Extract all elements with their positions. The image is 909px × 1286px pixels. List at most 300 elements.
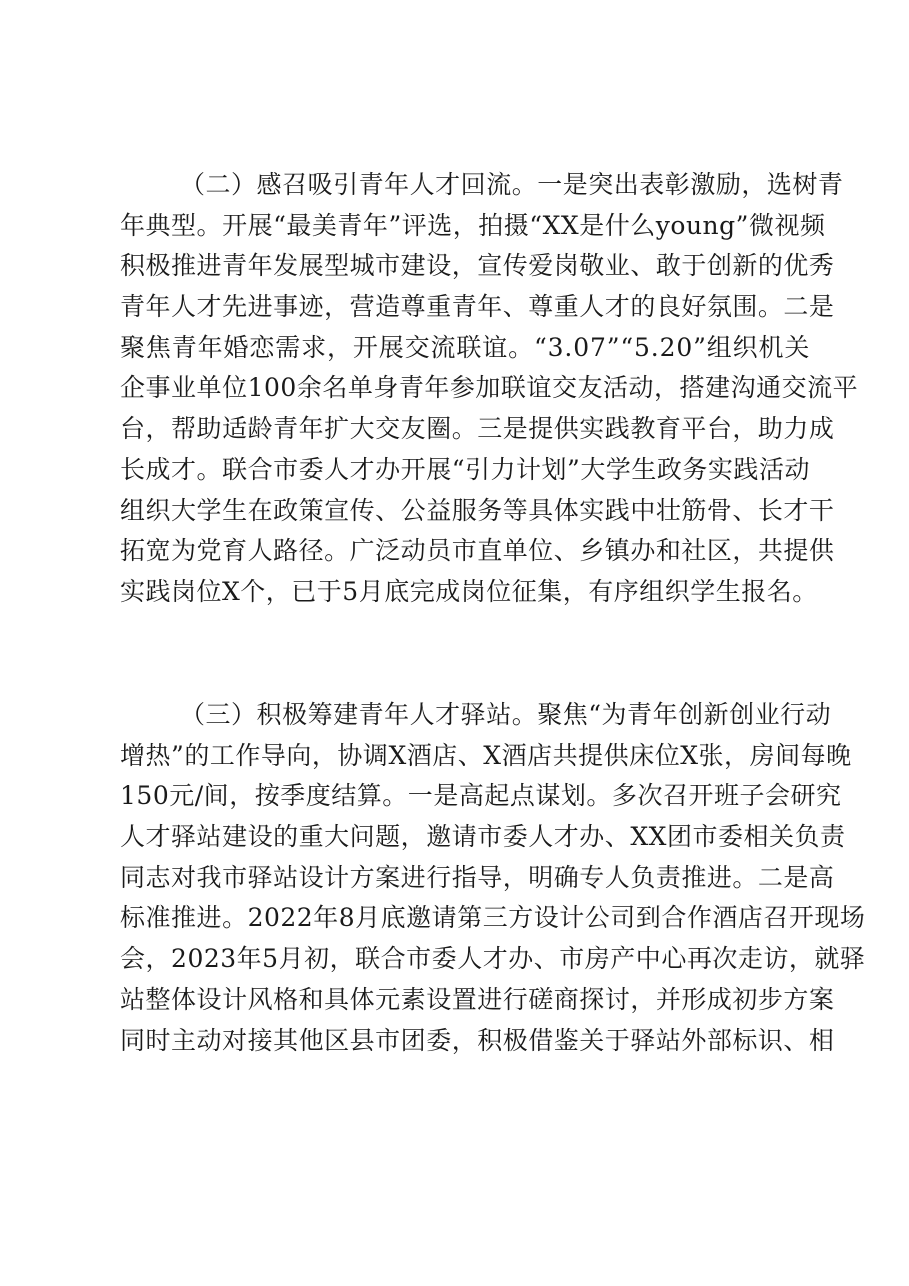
glyph: 热: [145, 740, 172, 770]
glyph: 的: [757, 251, 784, 281]
glyph: 壮: [655, 495, 682, 525]
glyph: 通: [756, 373, 782, 403]
glyph: 企: [120, 373, 146, 403]
glyph: ，: [502, 862, 529, 892]
glyph: ，: [451, 1025, 478, 1055]
glyph: 结: [331, 781, 357, 811]
glyph: 、: [604, 822, 631, 852]
glyph: 推: [681, 862, 707, 892]
glyph: 。: [511, 170, 538, 199]
glyph: 践: [604, 495, 631, 525]
glyph: 时: [145, 1025, 172, 1055]
glyph: 体: [171, 984, 197, 1014]
glyph: 年: [477, 292, 503, 322]
glyph: ，: [145, 414, 172, 444]
glyph: 划: [541, 454, 568, 484]
glyph: 标: [120, 903, 146, 933]
glyph: 元: [375, 984, 401, 1014]
glyph: 于: [681, 251, 707, 281]
glyph: 于: [604, 1025, 631, 1055]
glyph: 流: [430, 332, 457, 362]
glyph: 2: [203, 944, 221, 974]
glyph: 驿: [460, 700, 487, 729]
glyph: 织: [732, 332, 759, 362]
glyph: 业: [171, 373, 197, 403]
glyph: 才: [553, 822, 580, 852]
glyph: 主: [171, 1025, 197, 1055]
glyph: 年: [236, 944, 263, 974]
glyph: 起: [484, 781, 510, 811]
glyph: 对: [171, 862, 197, 892]
glyph: 业: [604, 251, 631, 281]
glyph: 实: [579, 414, 605, 444]
glyph: 走: [737, 944, 764, 974]
glyph: 才: [783, 495, 809, 525]
glyph: 提: [783, 536, 809, 566]
glyph: 次: [712, 944, 738, 974]
glyph: 拓: [120, 536, 146, 566]
glyph: ，: [324, 292, 350, 322]
glyph: 店: [737, 903, 764, 933]
glyph: 益: [426, 495, 452, 525]
glyph: 第: [457, 903, 483, 933]
glyph: 动: [196, 1025, 223, 1055]
glyph: 进: [477, 984, 503, 1014]
glyph: 树: [792, 170, 818, 199]
glyph: 长: [120, 454, 146, 484]
paragraph-line: [120, 858, 835, 899]
glyph: 司: [610, 903, 636, 933]
glyph: 一: [537, 170, 563, 199]
glyph: 5: [262, 944, 279, 974]
glyph: X: [648, 822, 667, 852]
glyph: 次: [637, 781, 663, 811]
glyph: ，: [400, 822, 427, 852]
glyph: ”: [693, 332, 707, 362]
glyph: 确: [553, 862, 580, 892]
glyph: 社: [681, 536, 707, 566]
glyph: y: [655, 210, 671, 240]
glyph: 季: [280, 781, 306, 811]
glyph: o: [670, 210, 686, 240]
glyph: 区: [324, 1025, 350, 1055]
glyph: 借: [528, 1025, 554, 1055]
glyph: 引: [333, 170, 359, 199]
glyph: 计: [324, 862, 350, 892]
glyph: 交: [551, 373, 578, 403]
glyph: 的: [273, 822, 299, 852]
glyph: 。: [511, 700, 538, 729]
glyph: 。: [196, 454, 223, 484]
glyph: 尊: [528, 292, 554, 322]
glyph: 计: [559, 903, 585, 933]
glyph: 人: [604, 862, 631, 892]
glyph: 是: [579, 210, 605, 240]
glyph: ”: [388, 210, 402, 240]
glyph: 爱: [528, 251, 554, 281]
glyph: 出: [613, 170, 640, 199]
glyph: 0: [263, 373, 281, 403]
glyph: 就: [814, 944, 840, 974]
glyph: 动: [400, 536, 427, 566]
glyph: 创: [678, 700, 704, 729]
paragraph-line: [120, 491, 835, 532]
glyph: 团: [400, 1025, 427, 1055]
glyph: 驿: [839, 944, 866, 974]
glyph: 频: [799, 210, 826, 240]
glyph: 委: [502, 822, 529, 852]
glyph: 场: [839, 903, 866, 933]
glyph: 型: [171, 210, 197, 240]
glyph: 拍: [478, 210, 504, 240]
glyph: 房: [584, 944, 611, 974]
glyph: 高: [458, 781, 485, 811]
glyph: 在: [247, 495, 274, 525]
glyph: 8: [338, 903, 356, 933]
glyph: 敬: [579, 251, 605, 281]
glyph: /: [194, 781, 204, 811]
glyph: 视: [774, 210, 800, 240]
glyph: 市: [375, 1025, 401, 1055]
glyph: 办: [375, 454, 401, 484]
glyph: 等: [502, 495, 529, 525]
paragraph-line: [120, 328, 810, 369]
glyph: 的: [184, 740, 210, 770]
glyph: 活: [602, 373, 629, 403]
glyph: 青: [358, 700, 385, 729]
glyph: 青: [120, 292, 146, 322]
glyph: 泛: [375, 536, 401, 566]
glyph: 岗: [553, 251, 580, 281]
glyph: 酒: [501, 740, 528, 770]
glyph: 共: [757, 536, 784, 566]
glyph: 吸: [307, 170, 334, 199]
glyph: ，: [724, 740, 750, 770]
glyph: 、: [732, 495, 758, 525]
glyph: 委: [717, 822, 744, 852]
glyph: 。: [732, 862, 758, 892]
glyph: 青: [398, 373, 425, 403]
glyph: 才: [604, 292, 631, 322]
glyph: ，: [145, 944, 172, 974]
glyph: 算: [356, 781, 383, 811]
glyph: 向: [286, 740, 312, 770]
glyph: 积: [120, 251, 146, 281]
glyph: .: [650, 332, 660, 362]
glyph: 谊: [482, 332, 508, 362]
glyph: .: [564, 332, 573, 362]
glyph: 提: [528, 414, 554, 444]
glyph: X: [680, 740, 699, 770]
glyph: 身: [373, 373, 399, 403]
glyph: 责: [820, 822, 846, 852]
paragraph-talent-return: [120, 165, 859, 613]
glyph: 设: [298, 862, 325, 892]
glyph: 联: [222, 454, 248, 484]
glyph: 、: [553, 536, 580, 566]
glyph: 激: [690, 170, 716, 199]
glyph: 点: [509, 781, 536, 811]
glyph: 好: [681, 292, 707, 322]
glyph: 氛: [706, 292, 733, 322]
glyph: 极: [282, 700, 308, 729]
glyph: 作: [235, 740, 261, 770]
glyph: 站: [486, 700, 512, 729]
glyph: 心: [661, 944, 687, 974]
glyph: 么: [630, 210, 656, 240]
glyph: 多: [611, 781, 638, 811]
glyph: ，: [327, 332, 353, 362]
glyph: 具: [324, 984, 350, 1014]
glyph: 年: [384, 170, 410, 199]
glyph: 人: [409, 700, 436, 729]
glyph: 为: [601, 700, 628, 729]
glyph: 典: [145, 210, 172, 240]
glyph: 部: [706, 1025, 733, 1055]
glyph: 开: [400, 454, 427, 484]
glyph: 磋: [528, 984, 554, 1014]
glyph: 酒: [712, 903, 738, 933]
glyph: 推: [171, 903, 197, 933]
glyph: 活: [758, 454, 785, 484]
glyph: X: [542, 210, 561, 240]
glyph: 聚: [537, 700, 563, 729]
glyph: 彰: [664, 170, 691, 199]
glyph: 格: [273, 984, 299, 1014]
glyph: 乡: [579, 536, 605, 566]
glyph: 机: [758, 332, 785, 362]
glyph: 进: [196, 903, 223, 933]
glyph: 动: [805, 700, 832, 729]
glyph: 接: [247, 1025, 274, 1055]
glyph: 关: [769, 822, 795, 852]
glyph: 宽: [145, 536, 172, 566]
glyph: 设: [426, 984, 452, 1014]
glyph: 建: [333, 700, 359, 729]
glyph: “: [588, 700, 602, 729]
glyph: 市: [375, 251, 401, 281]
glyph: 我: [196, 862, 223, 892]
glyph: 回: [460, 170, 487, 199]
paragraph-line: [120, 939, 866, 980]
glyph: 会: [765, 781, 791, 811]
glyph: 驿: [247, 862, 274, 892]
glyph: 2: [296, 903, 314, 933]
glyph: 的: [630, 292, 656, 322]
glyph: 新: [732, 251, 758, 281]
glyph: 0: [573, 332, 590, 362]
paragraph-line: [120, 817, 846, 858]
glyph: 供: [603, 740, 630, 770]
glyph: 专: [579, 862, 605, 892]
glyph: 设: [196, 984, 223, 1014]
glyph: 5: [634, 332, 651, 362]
glyph: 友: [577, 373, 603, 403]
glyph: 设: [533, 903, 560, 933]
glyph: 位: [654, 740, 681, 770]
glyph: 践: [733, 454, 759, 484]
glyph: 指: [451, 862, 478, 892]
glyph: 年: [145, 292, 172, 322]
glyph: 平: [832, 373, 859, 403]
glyph: 委: [431, 944, 458, 974]
glyph: 、: [783, 1025, 809, 1055]
glyph: 动: [628, 373, 655, 403]
glyph: 发: [273, 251, 299, 281]
glyph: 加: [475, 373, 501, 403]
glyph: 按: [254, 781, 281, 811]
glyph: 驿: [171, 822, 197, 852]
glyph: 才: [171, 454, 197, 484]
glyph: 交: [781, 373, 808, 403]
glyph: 合: [661, 903, 687, 933]
glyph: 单: [196, 373, 223, 403]
glyph: 学: [196, 495, 223, 525]
glyph: 青: [171, 332, 198, 362]
glyph: 二: [757, 862, 784, 892]
glyph: 是: [783, 862, 809, 892]
glyph: 教: [630, 414, 656, 444]
paragraph-line: [120, 980, 835, 1021]
glyph: 践: [604, 414, 631, 444]
glyph: 5: [136, 781, 153, 811]
glyph: 2: [659, 332, 677, 362]
paragraph-talent-station: [120, 695, 866, 1061]
glyph: 开: [788, 903, 815, 933]
glyph: 宣: [324, 495, 350, 525]
glyph: ）: [231, 700, 257, 729]
glyph: 驿: [630, 1025, 656, 1055]
glyph: 是: [433, 781, 459, 811]
glyph: 底: [380, 903, 407, 933]
glyph: 镇: [604, 536, 631, 566]
glyph: 年: [197, 332, 224, 362]
glyph: 青: [817, 170, 844, 199]
glyph: 参: [449, 373, 476, 403]
glyph: 案: [375, 862, 401, 892]
glyph: 3: [547, 332, 565, 362]
glyph: 是: [502, 414, 529, 444]
glyph: 月: [278, 944, 305, 974]
glyph: 型: [324, 251, 350, 281]
glyph: 推: [171, 251, 197, 281]
glyph: ，: [451, 251, 478, 281]
glyph: 组: [706, 332, 733, 362]
glyph: 邀: [426, 822, 452, 852]
glyph: ”: [567, 454, 581, 484]
glyph: 关: [784, 332, 810, 362]
glyph: 行: [426, 862, 452, 892]
glyph: 站: [196, 822, 223, 852]
glyph: 导: [477, 862, 503, 892]
glyph: 长: [757, 495, 784, 525]
glyph: ，: [788, 944, 815, 974]
glyph: ”: [171, 740, 185, 770]
glyph: 供: [808, 536, 835, 566]
glyph: 办: [508, 944, 534, 974]
glyph: 微: [748, 210, 775, 240]
glyph: 间: [203, 781, 230, 811]
glyph: 年: [313, 903, 339, 933]
paragraph-line: [120, 206, 826, 247]
glyph: 青: [337, 210, 363, 240]
glyph: 高: [808, 862, 835, 892]
glyph: 政: [273, 495, 299, 525]
glyph: 重: [553, 292, 580, 322]
glyph: 0: [187, 944, 204, 974]
glyph: 开: [688, 781, 714, 811]
glyph: 明: [528, 862, 554, 892]
glyph: 1: [247, 373, 264, 403]
glyph: 路: [273, 536, 299, 566]
glyph: 尊: [400, 292, 427, 322]
glyph: 人: [324, 454, 350, 484]
glyph: 划: [560, 781, 587, 811]
paragraph-line: [120, 695, 832, 736]
glyph: 产: [610, 944, 636, 974]
glyph: 求: [301, 332, 327, 362]
glyph: 联: [355, 944, 381, 974]
glyph: 焦: [145, 332, 172, 362]
glyph: 秀: [808, 251, 835, 281]
glyph: 事: [145, 373, 172, 403]
glyph: 市: [406, 944, 432, 974]
glyph: 造: [375, 292, 401, 322]
glyph: 联: [456, 332, 482, 362]
glyph: 流: [486, 170, 512, 199]
paragraph-line: [120, 531, 835, 572]
glyph: 行: [502, 984, 529, 1014]
glyph: （: [180, 700, 206, 729]
glyph: 才: [145, 822, 172, 852]
glyph: 设: [247, 822, 274, 852]
glyph: 展: [298, 251, 325, 281]
glyph: 市: [273, 454, 299, 484]
glyph: 余: [296, 373, 323, 403]
glyph: 再: [686, 944, 713, 974]
glyph: 负: [794, 822, 821, 852]
glyph: 鉴: [553, 1025, 580, 1055]
glyph: 成: [706, 984, 733, 1014]
glyph: 极: [145, 251, 172, 281]
glyph: ，: [732, 536, 758, 566]
glyph: “: [529, 210, 543, 240]
glyph: 识: [757, 1025, 784, 1055]
glyph: 办: [630, 536, 656, 566]
glyph: 、: [457, 740, 484, 770]
glyph: 位: [222, 373, 248, 403]
glyph: 人: [120, 822, 146, 852]
glyph: 筹: [307, 700, 334, 729]
glyph: 计: [516, 454, 542, 484]
glyph: 设: [426, 251, 452, 281]
glyph: 谊: [526, 373, 552, 403]
glyph: 0: [676, 332, 693, 362]
glyph: 事: [273, 292, 299, 322]
glyph: 为: [171, 536, 197, 566]
glyph: 成: [145, 454, 172, 484]
glyph: 作: [686, 903, 713, 933]
glyph: 才: [349, 454, 376, 484]
glyph: 名: [322, 373, 348, 403]
glyph: 2: [171, 944, 188, 974]
glyph: 团: [666, 822, 693, 852]
glyph: 。: [196, 210, 223, 240]
paragraph-line: [120, 287, 835, 328]
glyph: 友: [400, 414, 427, 444]
glyph: 方: [508, 903, 534, 933]
glyph: 0: [152, 781, 170, 811]
